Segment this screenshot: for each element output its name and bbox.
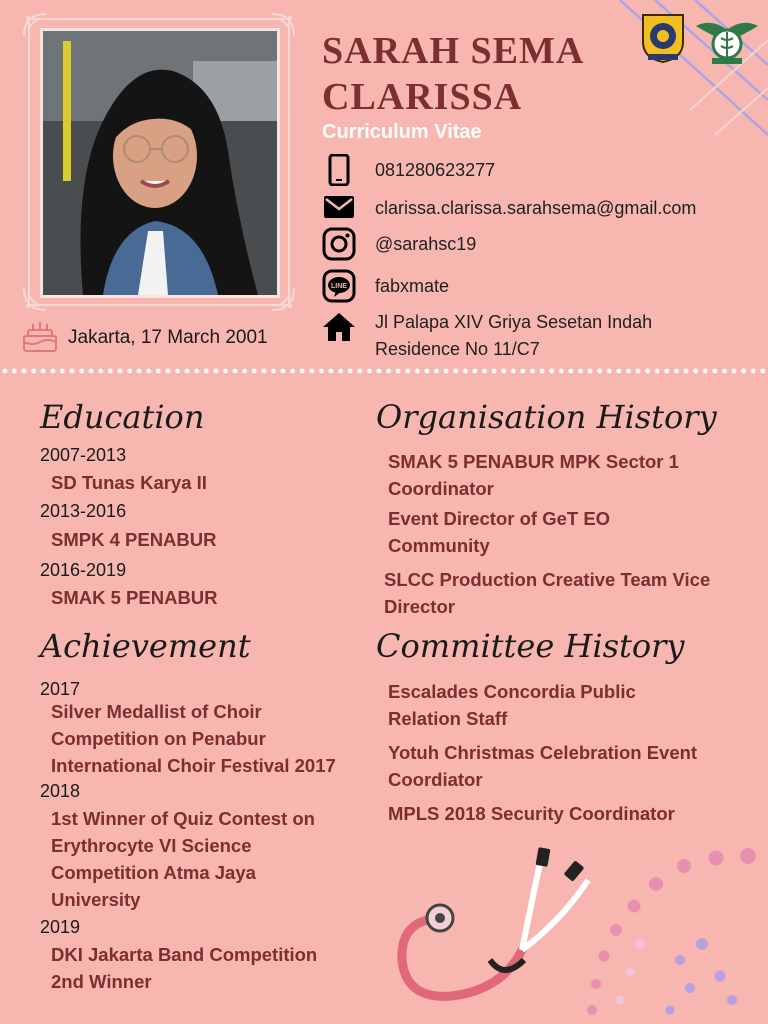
- achievement-line: 2nd Winner: [51, 971, 152, 992]
- organisation-heading: Organisation History: [376, 398, 717, 436]
- achievement-year: 2017: [40, 679, 81, 699]
- achievement-year: 2019: [40, 917, 81, 937]
- organisation-item: [388, 505, 610, 559]
- education-school: SMPK 4 PENABUR: [51, 529, 217, 550]
- organisation-item-line: Event Director of GeT EO: [388, 508, 611, 529]
- name-line-2: CLARISSA: [322, 76, 523, 118]
- email-icon: [322, 190, 356, 224]
- faculty-logo: [694, 12, 760, 68]
- stethoscope-illustration: [392, 840, 612, 1024]
- organisation-item-line: SLCC Production Creative Team Vice: [384, 569, 711, 590]
- education-year: 2013-2016: [40, 501, 127, 521]
- line-icon: [322, 269, 356, 303]
- committee-heading: Committee History: [376, 627, 685, 665]
- achievement-line: University: [51, 889, 141, 910]
- instagram-handle: @sarahsc19: [375, 234, 477, 254]
- achievement-line: Erythrocyte VI Science: [51, 835, 252, 856]
- achievement-item: [51, 941, 317, 995]
- committee-item-line: Yotuh Christmas Celebration Event: [388, 742, 698, 763]
- organisation-item-line: Community: [388, 535, 490, 556]
- achievement-line: 1st Winner of Quiz Contest on: [51, 808, 315, 829]
- phone-number: 081280623277: [375, 160, 496, 180]
- education-school: SMAK 5 PENABUR: [51, 587, 218, 608]
- email-address: clarissa.clarissa.sarahsema@gmail.com: [375, 198, 697, 218]
- address-line-1: Jl Palapa XIV Griya Sesetan Indah: [375, 312, 653, 332]
- committee-item: [388, 678, 636, 732]
- achievement-line: DKI Jakarta Band Competition: [51, 944, 318, 965]
- committee-item-line: Coordiator: [388, 769, 483, 790]
- organisation-item: [388, 448, 679, 502]
- phone-icon: [322, 153, 356, 187]
- organisation-item-line: SMAK 5 PENABUR MPK Sector 1: [388, 451, 679, 472]
- line-id: fabxmate: [375, 276, 450, 296]
- name-line-1: SARAH SEMA: [322, 30, 585, 72]
- education-school: SD Tunas Karya II: [51, 472, 207, 493]
- university-logo: [640, 12, 686, 64]
- address: [375, 309, 652, 363]
- achievement-line: Silver Medallist of Choir: [51, 701, 262, 722]
- organisation-item-line: Director: [384, 596, 455, 617]
- birth-info: Jakarta, 17 March 2001: [68, 327, 268, 348]
- achievement-item: [51, 698, 336, 779]
- instagram-icon: [322, 227, 356, 261]
- svg-text:LINE: LINE: [331, 283, 347, 290]
- cake-icon: [20, 318, 60, 354]
- address-line-2: Residence No 11/C7: [375, 339, 540, 359]
- committee-item: [388, 739, 697, 793]
- organisation-item: [384, 566, 710, 620]
- achievement-heading: Achievement: [40, 627, 251, 665]
- full-name: [322, 28, 584, 120]
- subtitle: Curriculum Vitae: [322, 121, 482, 143]
- achievement-line: Competition on Penabur: [51, 728, 266, 749]
- education-year: 2016-2019: [40, 560, 127, 580]
- education-year: 2007-2013: [40, 445, 127, 465]
- achievement-item: [51, 805, 315, 913]
- education-heading: Education: [40, 398, 205, 436]
- achievement-year: 2018: [40, 781, 81, 801]
- committee-item-line: Relation Staff: [388, 708, 508, 729]
- home-icon: [322, 310, 356, 344]
- profile-photo: [40, 28, 280, 298]
- committee-item-line: Escalades Concordia Public: [388, 681, 636, 702]
- dotted-divider: [0, 368, 768, 374]
- achievement-line: Competition Atma Jaya: [51, 862, 256, 883]
- committee-item: [388, 800, 675, 827]
- committee-item-line: MPLS 2018 Security Coordinator: [388, 803, 675, 824]
- achievement-line: International Choir Festival 2017: [51, 755, 336, 776]
- organisation-item-line: Coordinator: [388, 478, 494, 499]
